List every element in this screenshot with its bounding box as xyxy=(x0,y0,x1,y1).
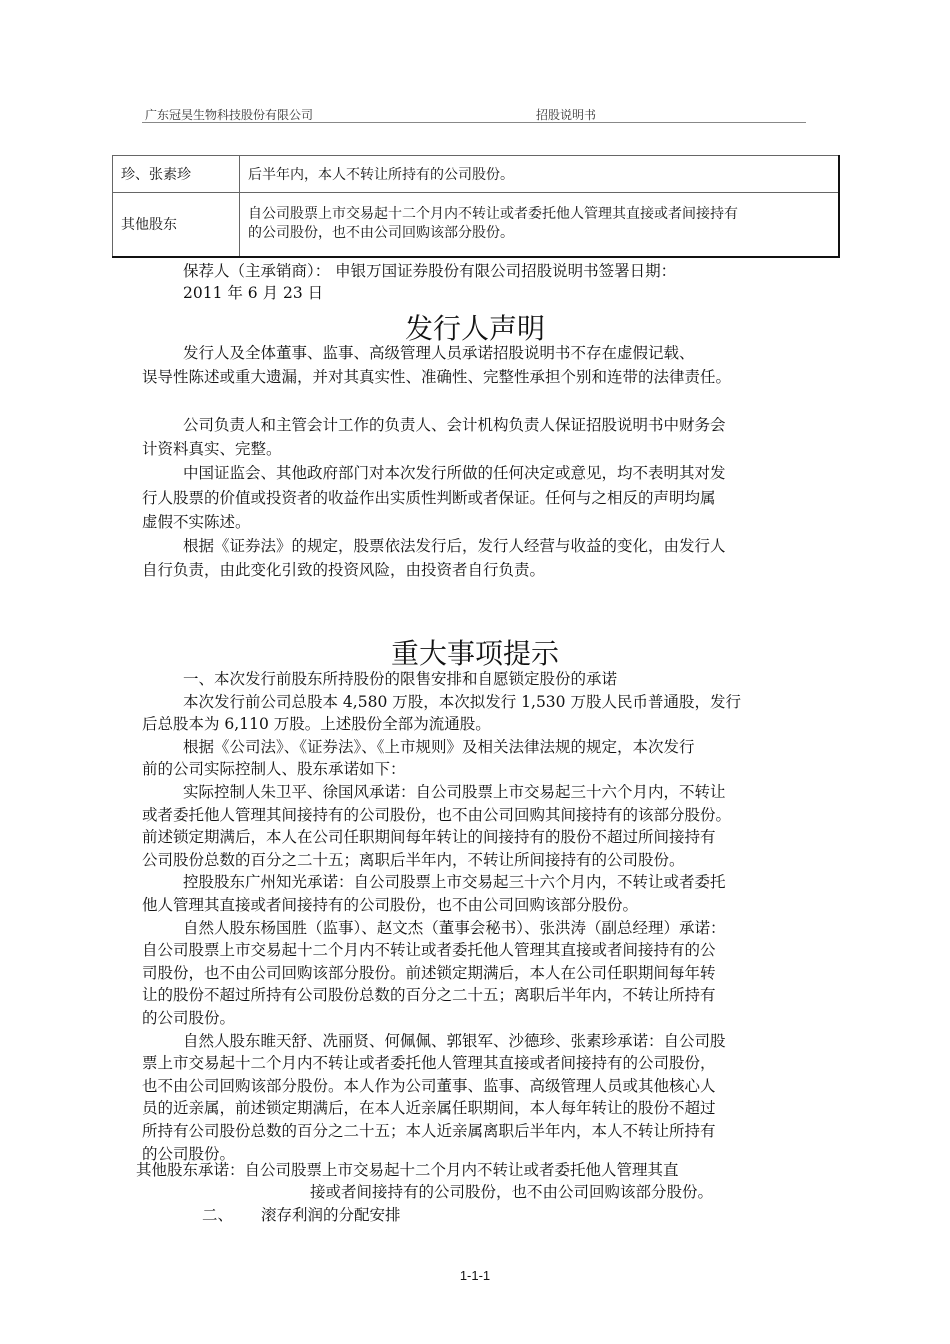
paragraph-line: 他人管理其直接或者间接持有的公司股份，也不由公司回购该部分股份。 xyxy=(142,896,639,914)
paragraph-line: 中国证监会、其他政府部门对本次发行所做的任何决定或意见，均不表明其对发 xyxy=(183,464,726,483)
signing-date: 2011 年 6 月 23 日 xyxy=(183,284,324,302)
paragraph-line: 也不由公司回购该部分股份。本人作为公司董事、监事、高级管理人员或其他核心人 xyxy=(142,1076,716,1095)
sponsor-line: 保荐人（主承销商）： 申银万国证券股份有限公司招股说明书签署日期： xyxy=(183,262,677,280)
section-2-title: 滚存利润的分配安排 xyxy=(261,1206,401,1224)
paragraph-line: 一、本次发行前股东所持股份的限售安排和自愿锁定股份的承诺 xyxy=(183,670,618,688)
paragraph-line: 根据《证券法》的规定，股票依法发行后，发行人经营与收益的变化，由发行人 xyxy=(183,537,726,556)
paragraph-line: 行人股票的价值或投资者的收益作出实质性判断或者保证。任何与之相反的声明均属 xyxy=(142,488,716,507)
paragraph-line: 的公司股份。 xyxy=(142,1144,236,1163)
paragraph-line: 误导性陈述或重大遗漏，并对其真实性、准确性、完整性承担个别和连带的法律责任。 xyxy=(142,368,732,387)
paragraph-line: 公司负责人和主管会计工作的负责人、会计机构负责人保证招股说明书中财务会 xyxy=(183,415,726,434)
table-cell-holder: 珍、张素珍 xyxy=(113,156,240,193)
table-row xyxy=(113,156,840,193)
paragraph-line: 后总股本为 6,110 万股。上述股份全部为流通股。 xyxy=(142,715,491,734)
share-lockup-table xyxy=(112,155,840,258)
paragraph-line: 前述锁定期满后，本人在公司任职期间每年转让的间接持有的股份不超过所间接持有 xyxy=(142,828,716,847)
page-number: 1-1-1 xyxy=(459,1268,491,1283)
major-matters-title: 重大事项提示 xyxy=(390,637,559,670)
paragraph-line: 计资料真实、完整。 xyxy=(142,439,282,458)
paragraph-line: 控股股东广州知光承诺：自公司股票上市交易起三十六个月内，不转让或者委托 xyxy=(183,873,726,892)
paragraph-line: 让的股份不超过所持有公司股份总数的百分之二十五；离职后半年内，不转让所持有 xyxy=(142,986,716,1005)
table-row xyxy=(113,193,840,257)
paragraph-line: 虚假不实陈述。 xyxy=(142,512,251,531)
paragraph-line: 司股份，也不由公司回购该部分股份。前述锁定期满后，本人在公司任职期间每年转 xyxy=(142,963,716,982)
paragraph-line: 本次发行前公司总股本 4,580 万股，本次拟发行 1,530 万股人民币普通股，发行 xyxy=(183,692,741,711)
table-cell-commitment: 后半年内，本人不转让所持有的公司股份。 xyxy=(240,156,840,193)
header-doc-type: 招股说明书 xyxy=(536,108,597,122)
paragraph-line: 前的公司实际控制人、股东承诺如下： xyxy=(142,760,406,779)
other-shareholders-line: 其他股东承诺：自公司股票上市交易起十二个月内不转让或者委托他人管理其直 xyxy=(136,1161,679,1179)
paragraph-line: 员的近亲属，前述锁定期满后，在本人近亲属任职期间，本人每年转让的股份不超过 xyxy=(142,1099,716,1118)
paragraph-line: 或者委托他人管理其间接持有的公司股份，也不由公司回购其间接持有的该部分股份。 xyxy=(142,805,732,824)
paragraph-line: 所持有公司股份总数的百分之二十五；本人近亲属离职后半年内，本人不转让所持有 xyxy=(142,1122,716,1140)
header-company: 广东冠昊生物科技股份有限公司 xyxy=(145,108,314,122)
paragraph-line: 自然人股东睢天舒、冼丽贤、何佩佩、郭银军、沙德珍、张素珍承诺：自公司股 xyxy=(183,1031,726,1050)
paragraph-line: 实际控制人朱卫平、徐国风承诺：自公司股票上市交易起三十六个月内，不转让 xyxy=(183,783,726,801)
paragraph-line: 自行负责，由此变化引致的投资风险，由投资者自行负责。 xyxy=(142,561,546,580)
paragraph-line: 自然人股东杨国胜（监事）、赵文杰（董事会秘书）、张洪涛（副总经理）承诺： xyxy=(183,918,726,937)
paragraph-line: 根据《公司法》、《证券法》、《上市规则》及相关法律法规的规定，本次发行 xyxy=(183,737,695,756)
header-rule xyxy=(142,122,806,123)
section-2-number: 二、 xyxy=(202,1206,234,1224)
issuer-statement-title: 发行人声明 xyxy=(404,312,545,345)
paragraph-line: 的公司股份。 xyxy=(142,1009,236,1027)
paragraph-line: 票上市交易起十二个月内不转让或者委托他人管理其直接或者间接持有的公司股份， xyxy=(142,1054,716,1073)
other-shareholders-line-cont: 接或者间接持有的公司股份，也不由公司回购该部分股份。 xyxy=(310,1183,714,1201)
paragraph-line: 发行人及全体董事、监事、高级管理人员承诺招股说明书不存在虚假记载、 xyxy=(183,344,695,362)
table-cell-holder: 其他股东 xyxy=(113,193,240,257)
table-cell-commitment: 自公司股票上市交易起十二个月内不转让或者委托他人管理其直接或者间接持有 的公司股份，也不由公司回购该部分股份。 xyxy=(240,193,840,257)
paragraph-line: 公司股份总数的百分之二十五；离职后半年内，不转让所间接持有的公司股份。 xyxy=(142,850,685,869)
paragraph-line: 自公司股票上市交易起十二个月内不转让或者委托他人管理其直接或者间接持有的公 xyxy=(142,941,716,960)
